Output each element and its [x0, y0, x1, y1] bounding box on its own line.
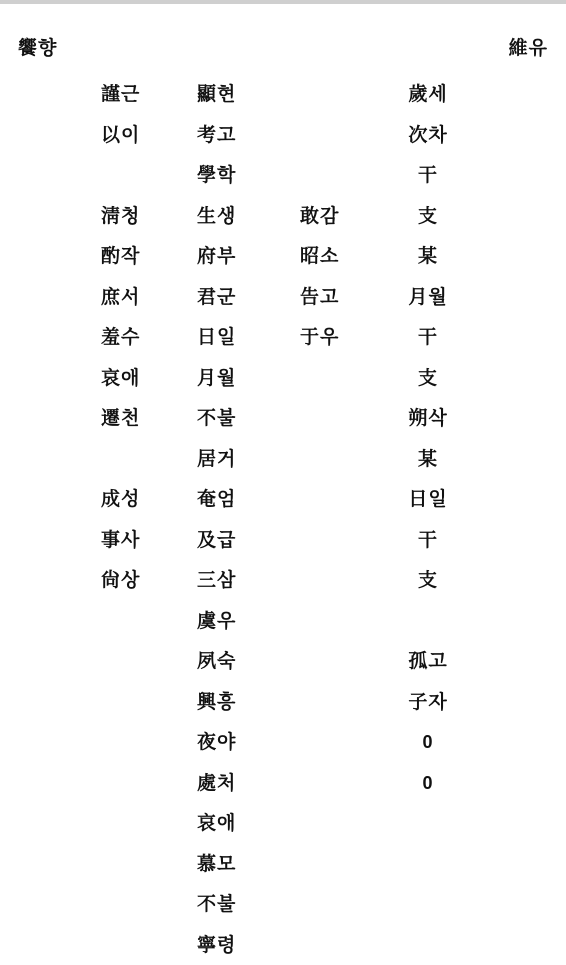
- text-column-3: [197, 74, 277, 965]
- column-3-line: 居거: [197, 439, 277, 480]
- column-3-line: 顯현: [197, 74, 277, 115]
- column-1-line: [393, 601, 463, 642]
- column-3-line: 奄엄: [197, 479, 277, 520]
- column-1-line: 次차: [393, 115, 463, 156]
- column-1-line: 歲세: [393, 74, 463, 115]
- column-4-line: 事사: [101, 520, 171, 561]
- column-2-line: 敢감: [300, 196, 380, 237]
- column-3-line: 寧령: [197, 925, 277, 965]
- column-2-line: [300, 155, 380, 196]
- header-left-text: 饗향: [18, 34, 57, 62]
- column-3-line: 及급: [197, 520, 277, 561]
- column-1-line: 子자: [393, 682, 463, 723]
- text-column-2: [300, 74, 380, 358]
- column-1-line: 0: [393, 722, 463, 763]
- column-1-line: 干: [393, 520, 463, 561]
- column-1-line: 支: [393, 560, 463, 601]
- column-1-line: 月월: [393, 277, 463, 318]
- column-3-line: 興흥: [197, 682, 277, 723]
- text-column-1: [393, 74, 463, 803]
- text-column-4: [101, 74, 171, 601]
- column-4-line: 成성: [101, 479, 171, 520]
- column-2-line: [300, 74, 380, 115]
- column-4-line: 哀애: [101, 358, 171, 399]
- column-3-line: 不불: [197, 884, 277, 925]
- column-3-line: 府부: [197, 236, 277, 277]
- column-3-line: 哀애: [197, 803, 277, 844]
- column-1-line: 日일: [393, 479, 463, 520]
- column-3-line: 不불: [197, 398, 277, 439]
- column-3-line: 考고: [197, 115, 277, 156]
- column-3-line: 學학: [197, 155, 277, 196]
- column-1-line: 0: [393, 763, 463, 804]
- column-3-line: 慕모: [197, 844, 277, 885]
- column-4-line: 庶서: [101, 277, 171, 318]
- column-1-line: 孤고: [393, 641, 463, 682]
- column-3-line: 日일: [197, 317, 277, 358]
- column-4-line: 遷천: [101, 398, 171, 439]
- header-right-text: 維유: [509, 34, 548, 62]
- column-3-line: 月월: [197, 358, 277, 399]
- column-1-line: 干: [393, 155, 463, 196]
- column-1-line: 干: [393, 317, 463, 358]
- column-3-line: 虞우: [197, 601, 277, 642]
- column-4-line: 尙상: [101, 560, 171, 601]
- column-4-line: 以이: [101, 115, 171, 156]
- column-2-line: [300, 115, 380, 156]
- column-1-line: 某: [393, 236, 463, 277]
- column-4-line: 淸청: [101, 196, 171, 237]
- column-3-line: 處처: [197, 763, 277, 804]
- column-2-line: 昭소: [300, 236, 380, 277]
- column-4-line: [101, 155, 171, 196]
- column-2-line: 告고: [300, 277, 380, 318]
- column-4-line: 謹근: [101, 74, 171, 115]
- column-2-line: 于우: [300, 317, 380, 358]
- column-1-line: 某: [393, 439, 463, 480]
- column-3-line: 夜야: [197, 722, 277, 763]
- column-4-line: 羞수: [101, 317, 171, 358]
- column-3-line: 生생: [197, 196, 277, 237]
- top-border: [0, 0, 566, 4]
- column-4-line: 酌작: [101, 236, 171, 277]
- column-1-line: 支: [393, 196, 463, 237]
- column-4-line: [101, 439, 171, 480]
- column-3-line: 君군: [197, 277, 277, 318]
- column-3-line: 夙숙: [197, 641, 277, 682]
- column-1-line: 支: [393, 358, 463, 399]
- column-1-line: 朔삭: [393, 398, 463, 439]
- column-3-line: 三삼: [197, 560, 277, 601]
